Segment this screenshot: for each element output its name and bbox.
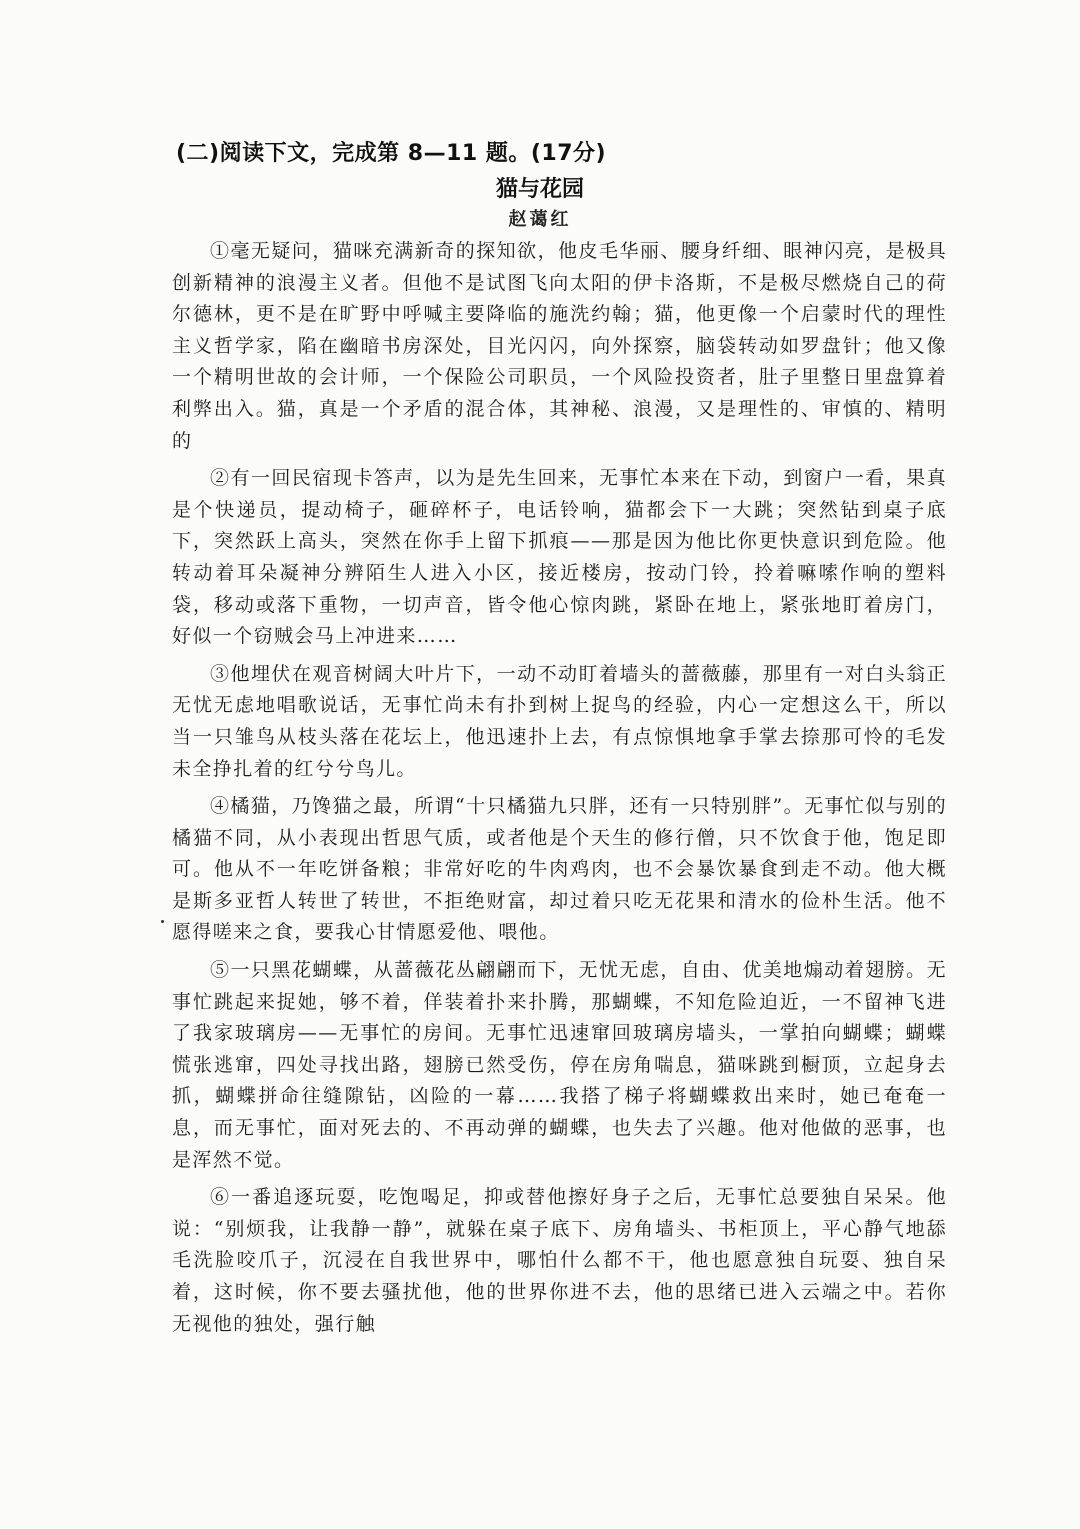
- paragraph-3: ③他埋伏在观音树阔大叶片下，一动不动盯着墙头的蔷薇藤，那里有一对白头翁正无忧无虑地唱歌说话，无事忙尚未有扑到树上捉鸟的经验，内心一定想这么干，所以当一只雏鸟从枝头落在花坛上，他迅速扑上去，有点惊惧地拿手掌去捺那可怜的毛发未全挣扎着的红兮兮鸟儿。: [172, 662, 947, 780]
- paragraph-1: ①毫无疑问，猫咪充满新奇的探知欲，他皮毛华丽、腰身纤细、眼神闪亮，是极具创新精神的浪漫主义者。但他不是试图飞向太阳的伊卡洛斯，不是极尽燃烧自己的荷尔德林，更不是在旷野中呼喊主要降临的施洗约翰；猫，他更像一个启蒙时代的理性主义哲学家，陷在幽暗书房深处，目光闪闪，向外探察，脑袋转动如罗盘针；他又像一个精明世故的会计师，一个保险公司职员，一个风险投资者，肚子里整日里盘算着利弊出入。猫，真是一个矛盾的混合体，其神秘、浪漫，又是理性的、审慎的、精明的: [172, 240, 947, 452]
- paragraph-6: ⑥一番追逐玩耍，吃饱喝足，抑或替他擦好身子之后，无事忙总要独自呆呆。他说：“别烦我，让我静一静”，就躲在桌子底下、房角墙头、书柜顶上，平心静气地舔毛洗脸咬爪子，沉浸在自我世界中，哪怕什么都不干，他也愿意独自玩耍、独自呆着，这时候，你不要去骚扰他，他的世界你进不去，他的思绪已进入云端之中。若你无视他的独处，强行触: [172, 1186, 947, 1335]
- scan-speckle: [161, 920, 164, 923]
- article-body: [172, 236, 947, 1346]
- paragraph-4: ④橘猫，乃馋猫之最，所谓“十只橘猫九只胖，还有一只特别胖”。无事忙似与别的橘猫不同，从小表现出哲思气质，或者他是个天生的修行僧，只不饮食于他，饱足即可。他从不一年吃饼备粮；非常好吃的牛肉鸡肉，也不会暴饮暴食到走不动。他大概是斯多亚哲人转世了转世，不拒绝财富，却过着只吃无花果和清水的俭朴生活。他不愿得嗟来之食，要我心甘情愿爱他、喂他。: [172, 795, 947, 944]
- article-author: 赵蔼红: [508, 209, 572, 230]
- paragraph-2: ②有一回民宿现卡答声，以为是先生回来，无事忙本来在下动，到窗户一看，果真是个快递员，提动椅子，砸碎杯子，电话铃响，猫都会下一大跳；突然钻到桌子底下，突然跃上高头，突然在你手上留下抓痕——那是因为他比你更快意识到危险。他转动着耳朵凝神分辨陌生人进入小区，接近楼房，按动门铃，拎着嘛嗦作响的塑料袋，移动或落下重物，一切声音，皆令他心惊肉跳，紧卧在地上，紧张地盯着房门，好似一个窃贼会马上冲进来……: [172, 467, 947, 648]
- section-heading: (二)阅读下文，完成第 8—11 题。(17分): [176, 141, 607, 166]
- article-title: 猫与花园: [495, 177, 584, 202]
- paragraph-5: ⑤一只黑花蝴蝶，从蔷薇花丛翩翩而下，无忧无虑，自由、优美地煽动着翅膀。无事忙跳起来捉她，够不着，佯装着扑来扑腾，那蝴蝶，不知危险迫近，一不留神飞进了我家玻璃房——无事忙的房间。无事忙迅速窜回玻璃房墙头，一掌拍向蝴蝶；蝴蝶慌张逃窜，四处寻找出路，翅膀已然受伤，停在房角喘息，猫咪跳到橱顶，立起身去抓，蝴蝶拼命往缝隙钻，凶险的一幕……我搭了梯子将蝴蝶救出来时，她已奄奄一息，而无事忙，面对死去的、不再动弹的蝴蝶，也失去了兴趣。他对他做的恶事，也是浑然不觉。: [172, 959, 947, 1171]
